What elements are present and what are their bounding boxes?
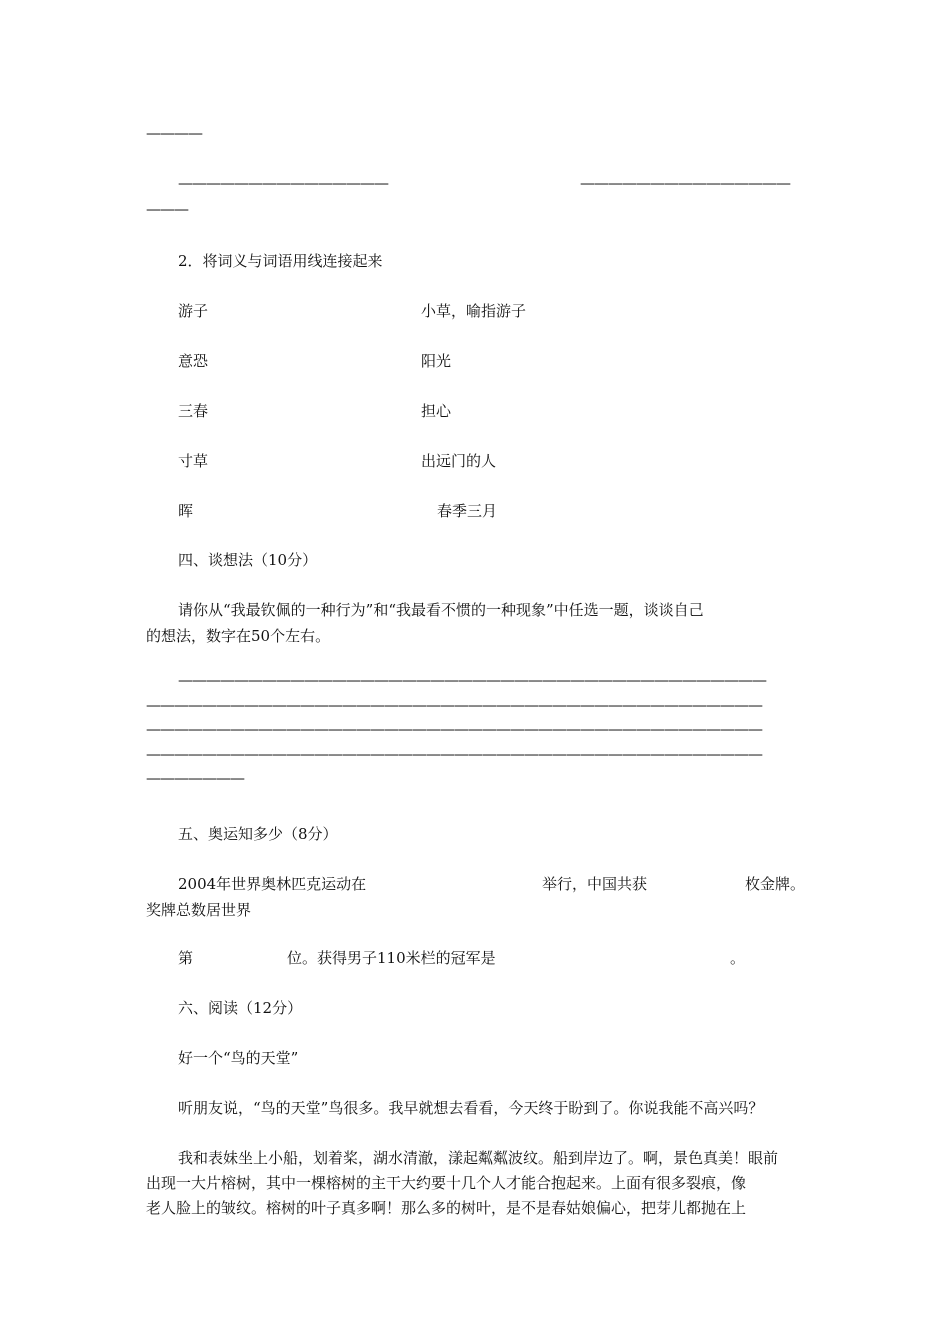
olympics-line2: 奖牌总数居世界 <box>146 901 252 919</box>
match-meaning: 阳光 <box>421 352 452 370</box>
olympics-line1-part-c: 枚金牌。 <box>745 875 806 893</box>
answer-blank-left[interactable]: ——————————————— <box>178 174 388 192</box>
match-word: 晖 <box>178 502 194 520</box>
match-meaning: 出远门的人 <box>421 452 497 470</box>
story-paragraph-2-line1: 我和表妹坐上小船，划着桨，湖水清澈，漾起粼粼波纹。船到岸边了。啊，景色真美！眼前 <box>178 1149 779 1167</box>
section-4-prompt-line2: 的想法，数字在50个左右。 <box>146 627 331 645</box>
match-word: 游子 <box>178 302 209 320</box>
story-paragraph-2-line3: 老人脸上的皱纹。榕树的叶子真多啊！那么多的树叶，是不是春姑娘偏心，把芽儿都抛在上 <box>146 1199 747 1217</box>
match-word: 意恐 <box>178 352 209 370</box>
story-paragraph-1: 听朋友说，“鸟的天堂”鸟很多。我早就想去看看，今天终于盼到了。你说我能不高兴吗？ <box>178 1099 764 1117</box>
olympics-line3-part-a: 第 <box>178 949 194 967</box>
olympics-line1-part-a: 2004年世界奥林匹克运动在 <box>178 875 367 893</box>
match-word: 三春 <box>178 402 209 420</box>
answer-blank-right[interactable]: ——————————————— <box>580 174 790 192</box>
writing-line[interactable]: ———————————————————————————————————————————— <box>146 720 762 738</box>
match-meaning: 担心 <box>421 402 452 420</box>
section-6-title: 六、阅读（12分） <box>178 999 303 1017</box>
answer-blank-right-cont[interactable]: ——— <box>146 200 188 218</box>
section-4-title: 四、谈想法（10分） <box>178 551 318 569</box>
match-word: 寸草 <box>178 452 209 470</box>
section-5-title: 五、奥运知多少（8分） <box>178 825 338 843</box>
section-4-prompt-line1: 请你从“我最钦佩的一种行为”和“我最看不惯的一种现象”中任选一题，谈谈自己 <box>178 601 704 619</box>
story-title: 好一个“鸟的天堂” <box>178 1049 299 1067</box>
writing-line[interactable]: ——————— <box>146 769 244 787</box>
olympics-line1-part-b: 举行，中国共获 <box>542 875 648 893</box>
question-2-title: 2．将词义与词语用线连接起来 <box>178 252 383 270</box>
writing-line[interactable]: —————————————————————————————————————————— <box>178 671 766 689</box>
match-meaning: 小草，喻指游子 <box>421 302 527 320</box>
top-dash-line: ———— <box>146 124 202 142</box>
match-meaning: 春季三月 <box>437 502 498 520</box>
olympics-line3-part-b: 位。获得男子110米栏的冠军是 <box>287 949 496 967</box>
writing-line[interactable]: ———————————————————————————————————————————— <box>146 744 762 763</box>
story-paragraph-2-line2: 出现一大片榕树，其中一棵榕树的主干大约要十几个人才能合抱起来。上面有很多裂痕，像 <box>146 1174 747 1192</box>
writing-line[interactable]: ———————————————————————————————————————————— <box>146 695 762 714</box>
olympics-line3-part-c: 。 <box>730 949 746 967</box>
writing-area[interactable] <box>146 668 806 791</box>
